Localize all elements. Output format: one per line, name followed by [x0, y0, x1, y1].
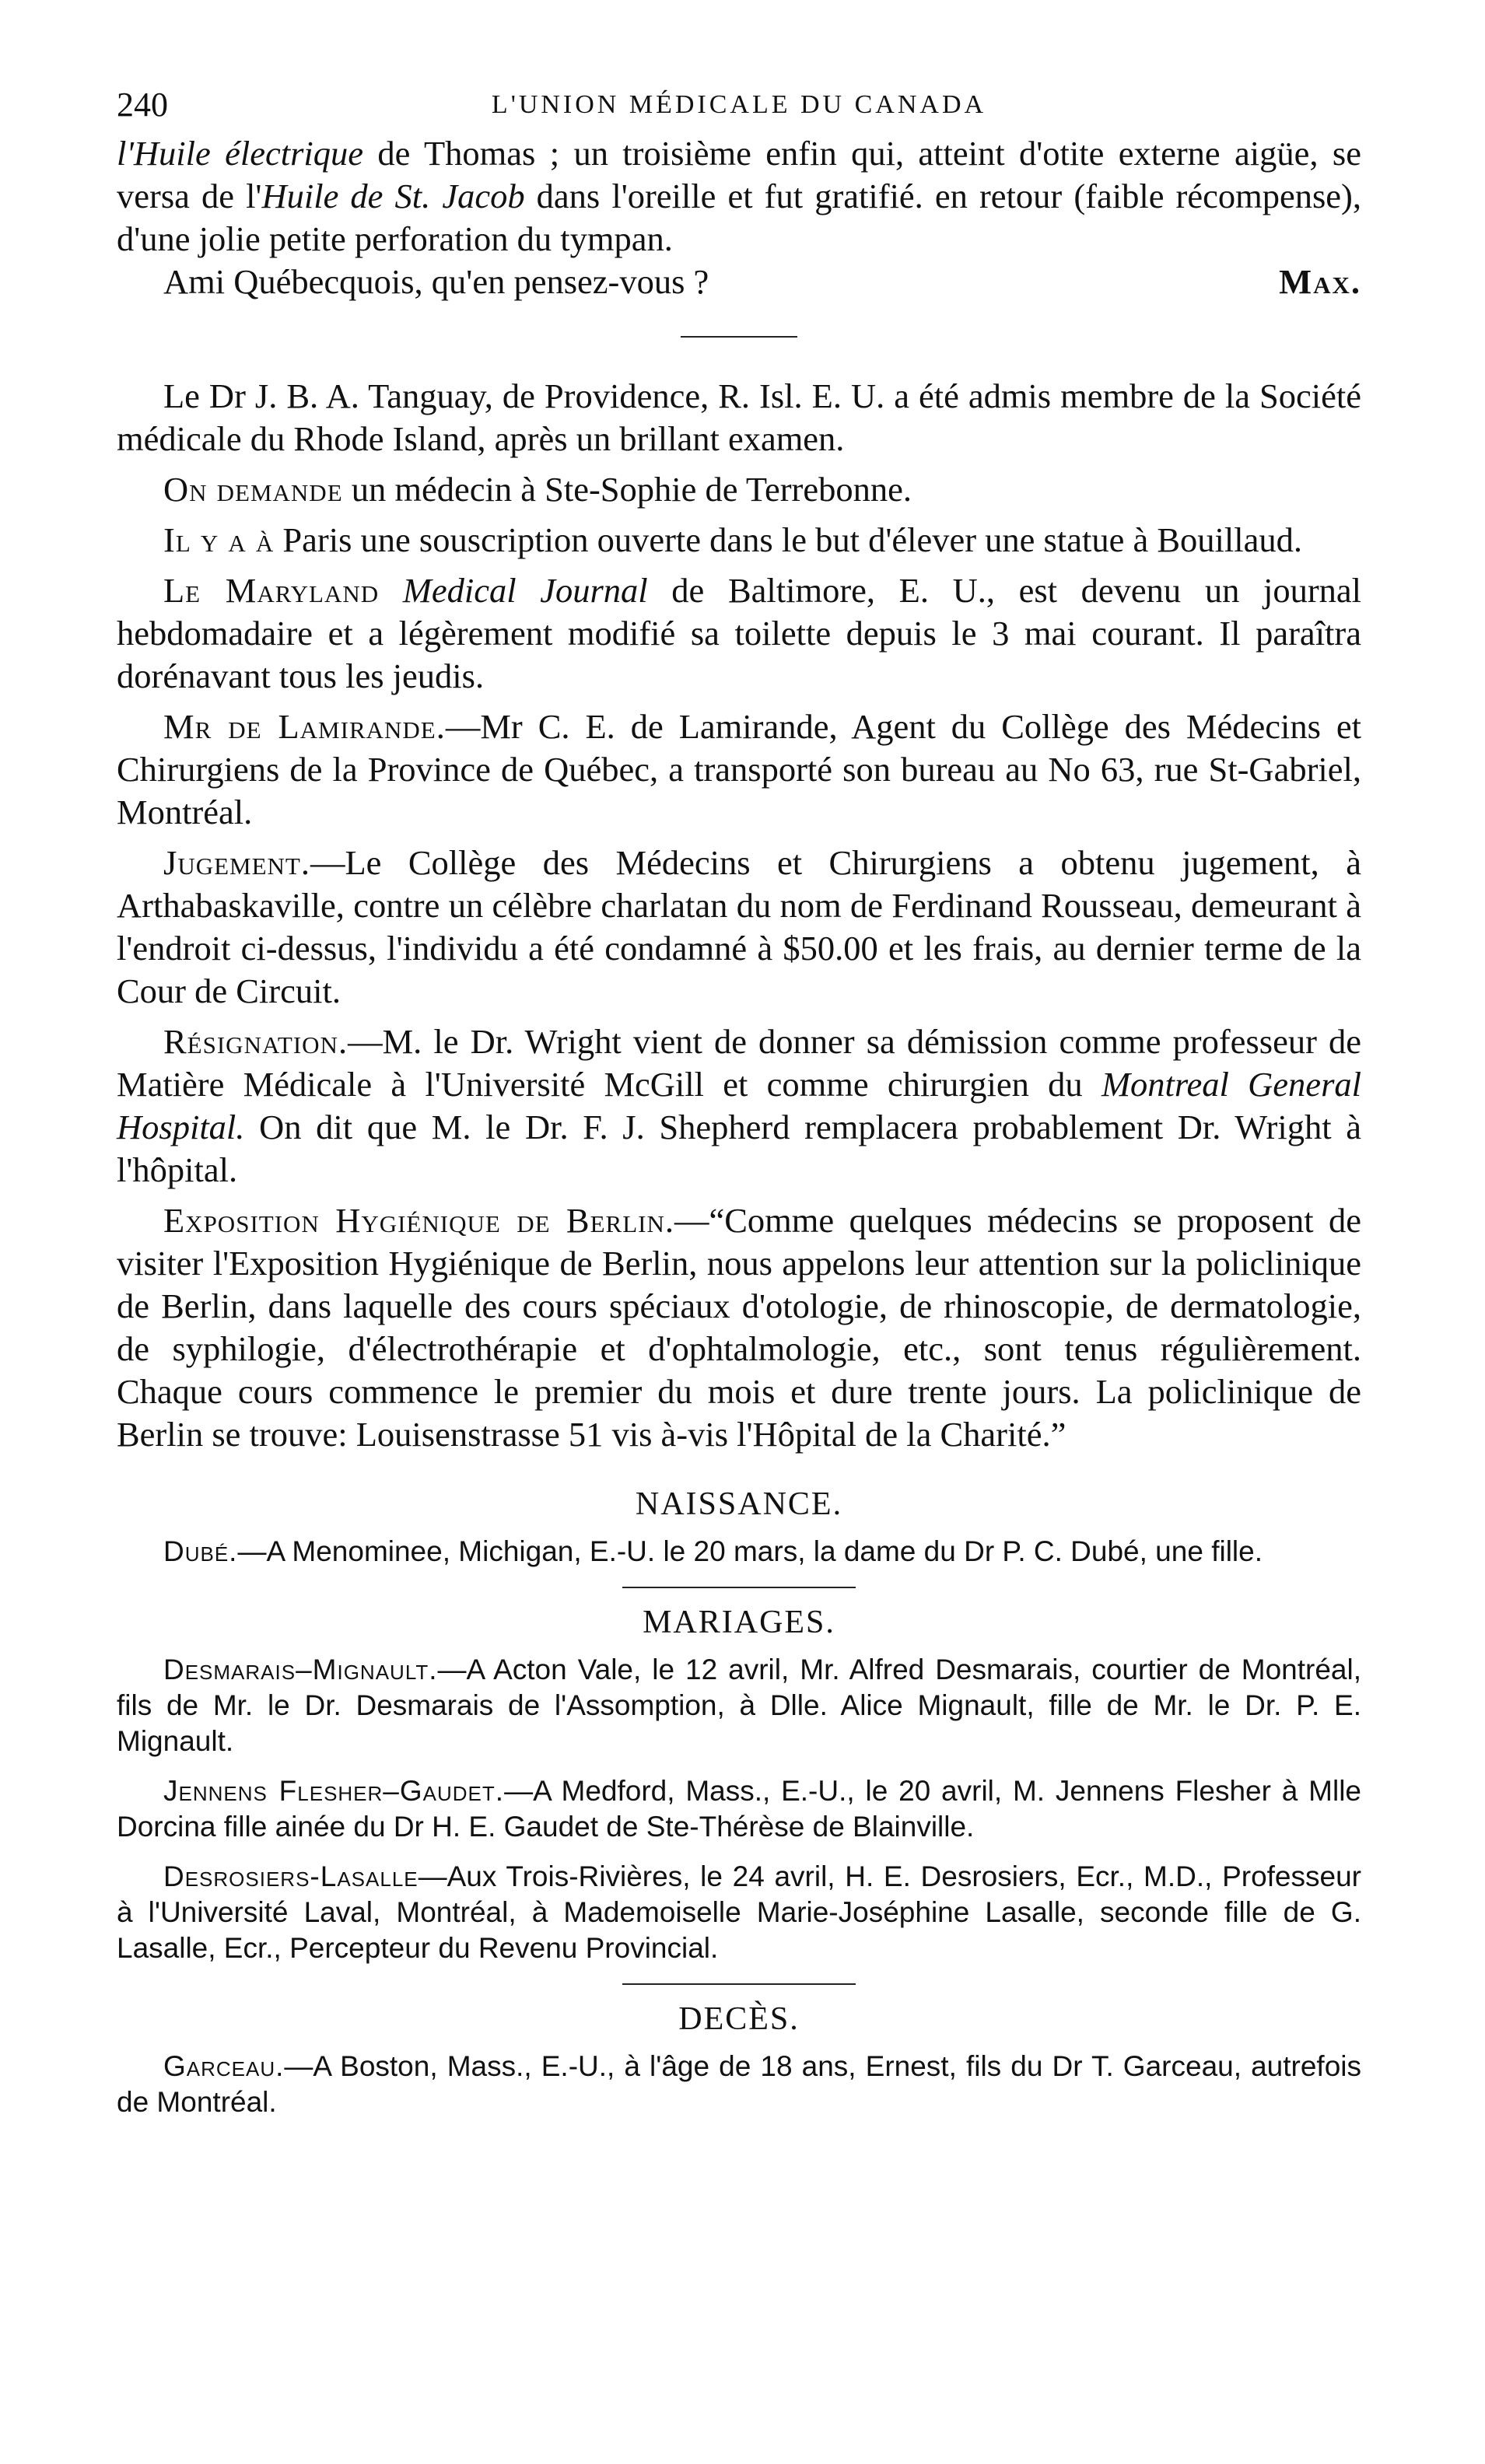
news-lead: Mr de Lamirande.: [163, 707, 446, 746]
notice-lead: Dubé.: [163, 1535, 238, 1567]
news-text: —“Comme quelques médecins se proposent de visiter l'Exposition Hygiénique de Berlin, nous appelons leur attention sur la policlinique de Berlin, dans laquelle des cours spéciaux d'otologie, de rhinoscopie, de dermatologie, de syphilogie, d'électrothérapie et d'ophtalmologie, etc., sont tenus régulièrement. Chaque cours commence le premier du mois et dure trente jours. La policlinique de Berlin se trouve: Louisenstrasse 51 vis à-vis l'Hôpital de la Charité.”: [117, 1201, 1361, 1454]
news-lead-em: Medical Journal: [379, 571, 648, 610]
naissance-notices: [117, 1534, 1361, 1570]
news-item: [117, 468, 1361, 511]
letter-signature: Max.: [1279, 262, 1361, 301]
section-heading-deces: DECÈS.: [678, 2001, 800, 2037]
journal-page: [117, 78, 1361, 2396]
news-item: [117, 569, 1361, 698]
notice-entry: [117, 1773, 1361, 1845]
section-heading-mariages: MARIAGES.: [643, 1605, 835, 1640]
news-item: [117, 375, 1361, 460]
news-item: [117, 705, 1361, 834]
news-lead: On demande: [163, 470, 343, 509]
page-number: 240: [117, 86, 168, 124]
notice-entry: [117, 1534, 1361, 1570]
section-heading-naissance: NAISSANCE.: [635, 1486, 843, 1522]
notice-lead: Desrosiers-Lasalle: [163, 1860, 419, 1892]
news-text-em: Montreal General Hospital.: [117, 1065, 1361, 1146]
news-lead: Jugement.: [163, 843, 310, 882]
journal-title: L'UNION MÉDICALE DU CANADA: [491, 90, 987, 119]
letter-text-2: dans l'oreille et fut gratifié. en retour (faible récompense), d'une jolie petite perforation du tympan.: [117, 177, 1361, 258]
separator-rule: [622, 1983, 856, 1985]
news-lead: Le Maryland: [163, 571, 380, 610]
notice-entry: [117, 2049, 1361, 2120]
news-text: On dit que M. le Dr. F. J. Shepherd remplacera probablement Dr. Wright à l'hôpital.: [117, 1108, 1361, 1189]
separator-rule: [622, 1587, 856, 1588]
news-lead: Il y a à: [163, 520, 275, 559]
letter-closing: Ami Québecquois, qu'en pensez-vous ?: [163, 262, 709, 301]
notice-text: —A Boston, Mass., E.-U., à l'âge de 18 ans, Ernest, fils du Dr T. Garceau, autrefois de Montréal.: [117, 2050, 1361, 2118]
notice-text: —A Menominee, Michigan, E.-U. le 20 mars, la dame du Dr P. C. Dubé, une fille.: [237, 1535, 1263, 1567]
news-text: de Baltimore, E. U., est devenu un journal hebdomadaire et a légèrement modifié sa toilette depuis le 3 mai courant. Il paraîtra dorénavant tous les jeudis.: [117, 571, 1361, 695]
news-text: —M. le Dr. Wright vient de donner sa démission comme professeur de Matière Médicale à l'Université McGill et comme chirurgien du: [117, 1022, 1361, 1104]
notice-lead: Desmarais–Mignault.: [163, 1654, 438, 1685]
deces-notices: [117, 2049, 1361, 2120]
notice-text: —Aux Trois-Rivières, le 24 avril, H. E. Desrosiers, Ecr., M.D., Professeur à l'Université Laval, Montréal, à Mademoiselle Marie-Joséphine Lasalle, seconde fille de G. Lasalle, Ecr., Percepteur du Revenu Provincial.: [117, 1860, 1361, 1964]
letter-em-2: Huile de St. Jacob: [261, 177, 525, 215]
letter-text-1: de Thomas ; un troisième enfin qui, atteint d'otite externe aigüe, se versa de l': [117, 134, 1361, 215]
separator-rule: [681, 336, 797, 338]
news-lead: Résignation.: [163, 1022, 348, 1061]
running-head: [117, 78, 1361, 132]
notice-entry: [117, 1652, 1361, 1759]
news-lead: Exposition Hygiénique de Berlin.: [163, 1201, 674, 1240]
news-text: —Mr C. E. de Lamirande, Agent du Collège des Médecins et Chirurgiens de la Province de Québec, a transporté son bureau au No 63, rue St-Gabriel, Montréal.: [117, 707, 1361, 831]
news-item: [117, 842, 1361, 1013]
notice-entry: [117, 1859, 1361, 1966]
news-item: [117, 1020, 1361, 1192]
news-text: un médecin à Ste-Sophie de Terrebonne.: [342, 470, 912, 509]
letter-em-1: l'Huile électrique: [117, 134, 364, 173]
news-text: Paris une souscription ouverte dans le but d'élever une statue à Bouillaud.: [274, 520, 1302, 559]
news-item: [117, 519, 1361, 562]
notice-lead: Jennens Flesher–Gaudet.: [163, 1775, 505, 1807]
news-text: Le Dr J. B. A. Tanguay, de Providence, R. Isl. E. U. a été admis membre de la Société médicale du Rhode Island, après un brillant examen.: [117, 376, 1361, 458]
mariages-notices: [117, 1652, 1361, 1966]
news-item: [117, 1199, 1361, 1456]
notice-lead: Garceau.: [163, 2050, 285, 2082]
body-text: [117, 132, 1361, 1456]
notice-text: —A Medford, Mass., E.-U., le 20 avril, M. Jennens Flesher à Mlle Dorcina fille ainée du Dr H. E. Gaudet de Ste-Thérèse de Blainville.: [117, 1775, 1361, 1843]
notice-text: —A Acton Vale, le 12 avril, Mr. Alfred Desmarais, courtier de Montréal, fils de Mr. le Dr. Desmarais de l'Assomption, à Dlle. Alice Mignault, fille de Mr. le Dr. P. E. Mignault.: [117, 1654, 1361, 1757]
letter-closing-line: [117, 261, 1361, 303]
letter-paragraph: [117, 132, 1361, 261]
news-text: —Le Collège des Médecins et Chirurgiens a obtenu jugement, à Arthabaskaville, contre un célèbre charlatan du nom de Ferdinand Rousseau, demeurant à l'endroit ci-dessus, l'individu a été condamné à $50.00 et les frais, au dernier terme de la Cour de Circuit.: [117, 843, 1361, 1010]
